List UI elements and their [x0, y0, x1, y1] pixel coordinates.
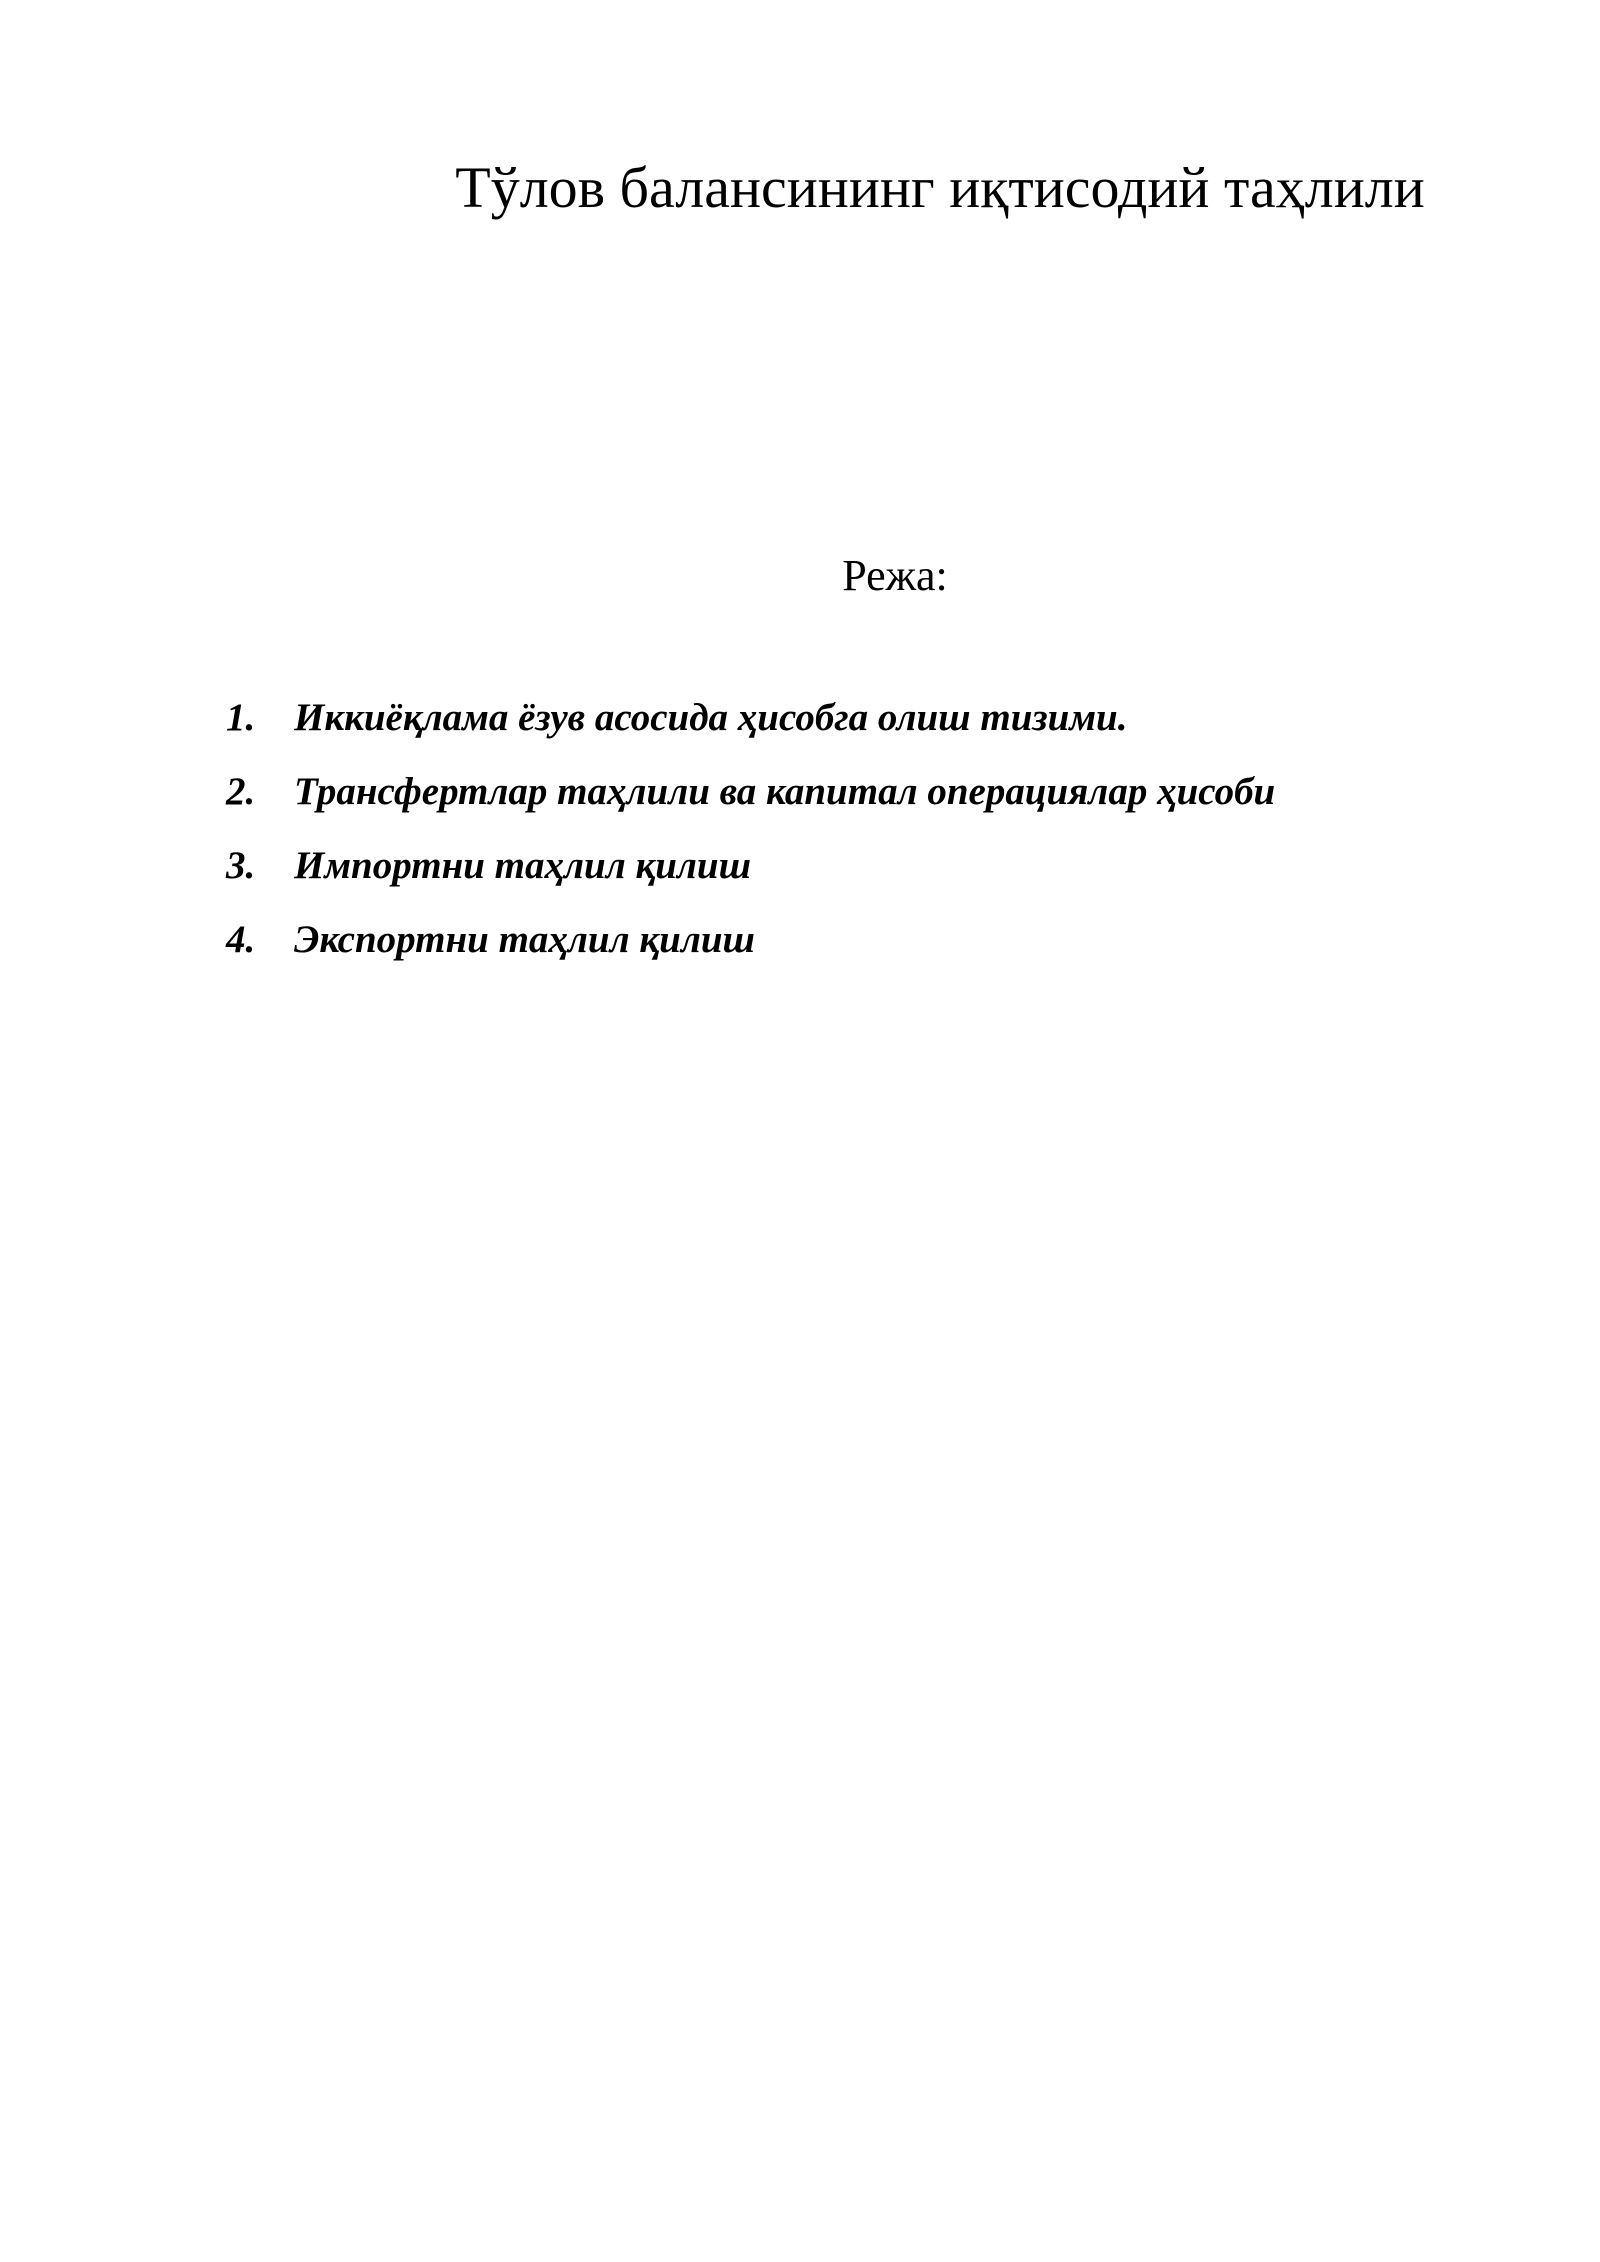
plan-item-text: Трансфертлар таҳлили ва капитал операциялар ҳисоби — [294, 770, 1276, 813]
plan-item-number: 1. — [226, 696, 256, 739]
plan-item-number: 3. — [226, 844, 256, 887]
plan-heading: Режа: — [842, 551, 948, 600]
plan-list — [226, 690, 1275, 986]
plan-item-text: Экспортни таҳлил қилиш — [294, 918, 756, 961]
plan-item — [226, 764, 1275, 838]
plan-item-text: Импортни таҳлил қилиш — [294, 844, 752, 887]
plan-item — [226, 912, 1275, 986]
document-title: Тўлов балансининг иқтисодий таҳлили — [455, 155, 1425, 220]
plan-item-text: Иккиёқлама ёзув асосида ҳисобга олиш тизими. — [294, 696, 1128, 739]
plan-item-number: 4. — [226, 918, 256, 961]
plan-item-number: 2. — [226, 770, 256, 813]
plan-item — [226, 690, 1275, 764]
plan-item — [226, 838, 1275, 912]
